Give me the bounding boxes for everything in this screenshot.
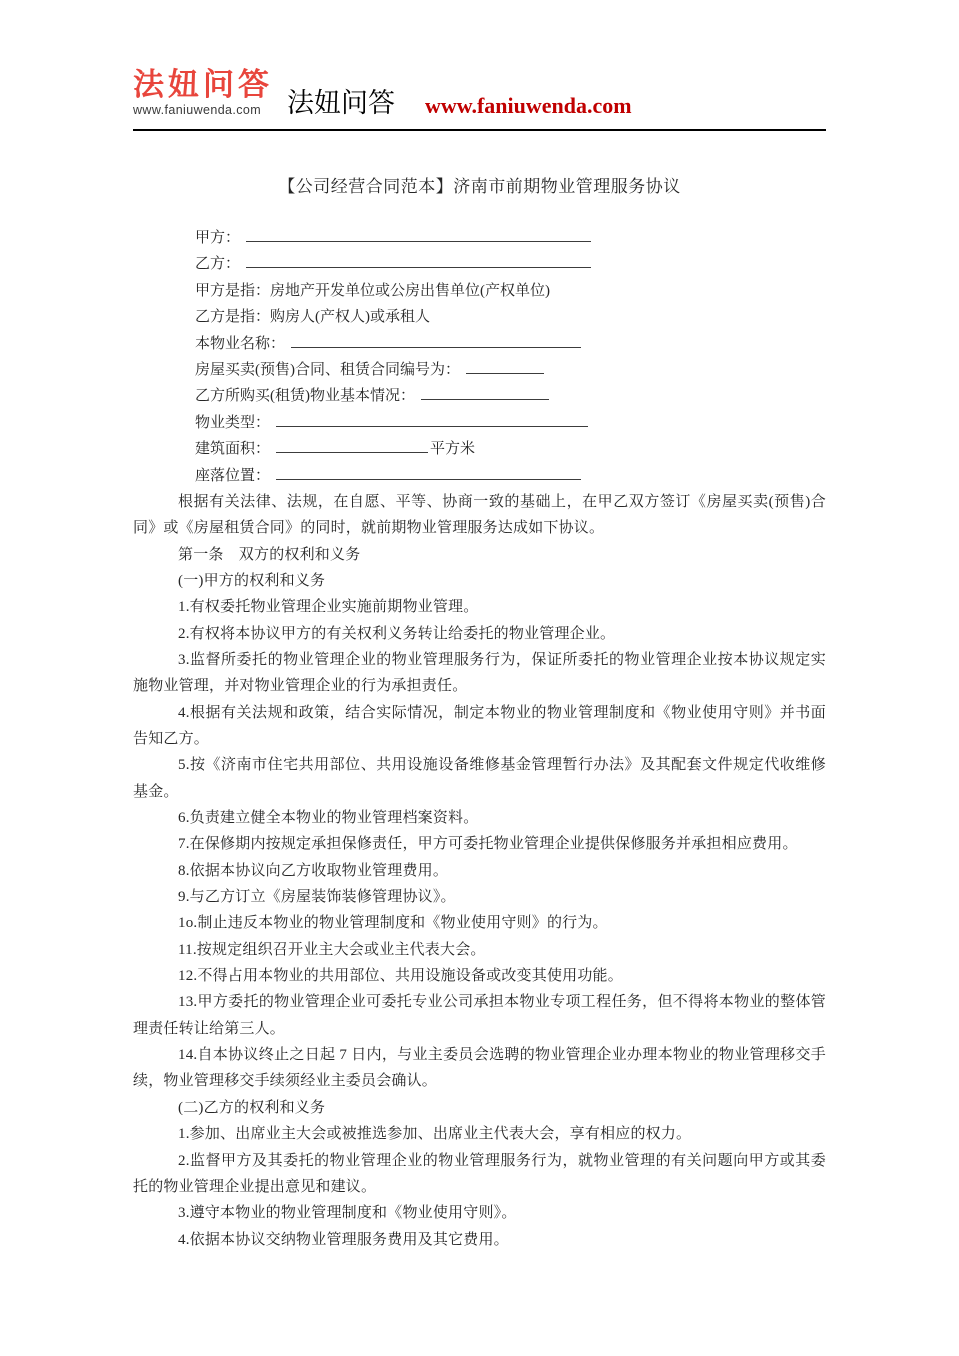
clause-paragraph: 1o.制止违反本物业的物业管理制度和《物业使用守则》的行为。 xyxy=(178,915,608,932)
form-field-row xyxy=(133,357,826,383)
form-field-row xyxy=(133,436,826,462)
clause-paragraph: (一)甲方的权利和义务 xyxy=(178,572,326,589)
clause-paragraph: 12.不得占用本物业的共用部位、共用设施设备或改变其使用功能。 xyxy=(178,968,623,985)
blank-underline xyxy=(466,360,544,374)
clause-paragraph: 2.监督甲方及其委托的物业管理企业的物业管理服务行为，就物业管理的有关问题向甲方或其委托的物业管理企业提出意见和建议。 xyxy=(133,1152,826,1195)
clause-paragraph: 9.与乙方订立《房屋装饰装修管理协议》。 xyxy=(178,889,456,906)
form-field-row xyxy=(133,410,826,436)
form-field-row xyxy=(133,225,826,251)
clause-paragraph: 3.遵守本物业的物业管理制度和《物业使用守则》。 xyxy=(178,1205,517,1222)
clause-paragraph: 1.参加、出席业主大会或被推选参加、出席业主代表大会，享有相应的权力。 xyxy=(178,1126,692,1143)
logo-url-text: www.faniuwenda.com xyxy=(133,103,262,117)
blank-underline xyxy=(291,334,581,348)
form-field-row xyxy=(133,331,826,357)
form-field-row xyxy=(133,383,826,409)
clause-paragraph: 8.依据本协议向乙方收取物业管理费用。 xyxy=(178,862,449,879)
field-label: 房屋买卖(预售)合同、租赁合同编号为： xyxy=(195,361,460,378)
clause-paragraph: 2.有权将本协议甲方的有关权利义务转让给委托的物业管理企业。 xyxy=(178,625,616,642)
field-label: 乙方所购买(租赁)物业基本情况： xyxy=(195,388,415,405)
field-label: 甲方： xyxy=(195,230,241,246)
document-title: 【公司经营合同范本】济南市前期物业管理服务协议 xyxy=(278,177,681,196)
blank-underline xyxy=(276,466,581,480)
clause-paragraph: 4.依据本协议交纳物业管理服务费用及其它费用。 xyxy=(178,1231,509,1248)
blank-underline xyxy=(276,413,588,427)
form-field-row xyxy=(133,304,826,330)
field-label: 乙方是指：购房人(产权人)或承租人 xyxy=(195,309,430,326)
field-label: 乙方： xyxy=(195,256,241,273)
clause-paragraph: 3.监督所委托的物业管理企业的物业管理服务行为，保证所委托的物业管理企业按本协议规定实施物业管理，并对物业管理企业的行为承担责任。 xyxy=(133,651,826,695)
blank-underline xyxy=(276,439,428,453)
header-brand-text: 法妞问答 xyxy=(287,88,395,118)
clause-paragraph: 5.按《济南市住宅共用部位、共用设施设备维修基金管理暂行办法》及其配套文件规定代收维修基金。 xyxy=(133,757,826,800)
blank-underline xyxy=(246,254,591,268)
clause-paragraph: 6.负责建立健全本物业的物业管理档案资料。 xyxy=(178,810,479,827)
header-divider xyxy=(133,129,826,131)
clause-paragraph: 14.自本协议终止之日起 7 日内，与业主委员会选聘的物业管理企业办理本物业的物业管理移交手续，物业管理移交手续须经业主委员会确认。 xyxy=(133,1047,826,1090)
form-field-list xyxy=(133,225,826,489)
field-label: 建筑面积： xyxy=(195,441,271,458)
clause-paragraph: 4.根据有关法规和政策，结合实际情况，制定本物业的物业管理制度和《物业使用守则》并书面告知乙方。 xyxy=(133,704,826,747)
clause-paragraph: (二)乙方的权利和义务 xyxy=(178,1099,326,1116)
logo-brand-text: 法妞问答 xyxy=(133,67,273,102)
field-suffix: 平方米 xyxy=(430,441,476,458)
clause-paragraph: 13.甲方委托的物业管理企业可委托专业公司承担本物业专项工程任务，但不得将本物业的整体管理责任转让给第三人。 xyxy=(133,994,826,1037)
clause-paragraph: 7.在保修期内按规定承担保修责任，甲方可委托物业管理企业提供保修服务并承担相应费用。 xyxy=(178,836,798,853)
clause-list xyxy=(133,489,826,1253)
field-label: 本物业名称： xyxy=(195,335,286,352)
form-field-row xyxy=(133,251,826,277)
site-header xyxy=(133,68,826,118)
blank-underline xyxy=(246,228,591,242)
clause-paragraph: 11.按规定组织召开业主大会或业主代表大会。 xyxy=(178,941,486,958)
blank-underline xyxy=(421,386,549,400)
clause-paragraph: 1.有权委托物业管理企业实施前期物业管理。 xyxy=(178,599,479,616)
field-label: 甲方是指：房地产开发单位或公房出售单位(产权单位) xyxy=(195,282,550,299)
clause-paragraph: 根据有关法律、法规，在自愿、平等、协商一致的基础上，在甲乙双方签订《房屋买卖(预售)合同》或《房屋租赁合同》的同时，就前期物业管理服务达成如下协议。 xyxy=(133,493,826,537)
field-label: 座落位置： xyxy=(195,467,271,484)
header-site-url: www.faniuwenda.com xyxy=(425,93,632,118)
contract-body xyxy=(133,176,826,1253)
site-logo xyxy=(133,68,273,118)
form-field-row xyxy=(133,278,826,304)
clause-paragraph: 第一条 双方的权利和义务 xyxy=(178,546,361,563)
field-label: 物业类型： xyxy=(195,414,271,431)
form-field-row xyxy=(133,463,826,489)
